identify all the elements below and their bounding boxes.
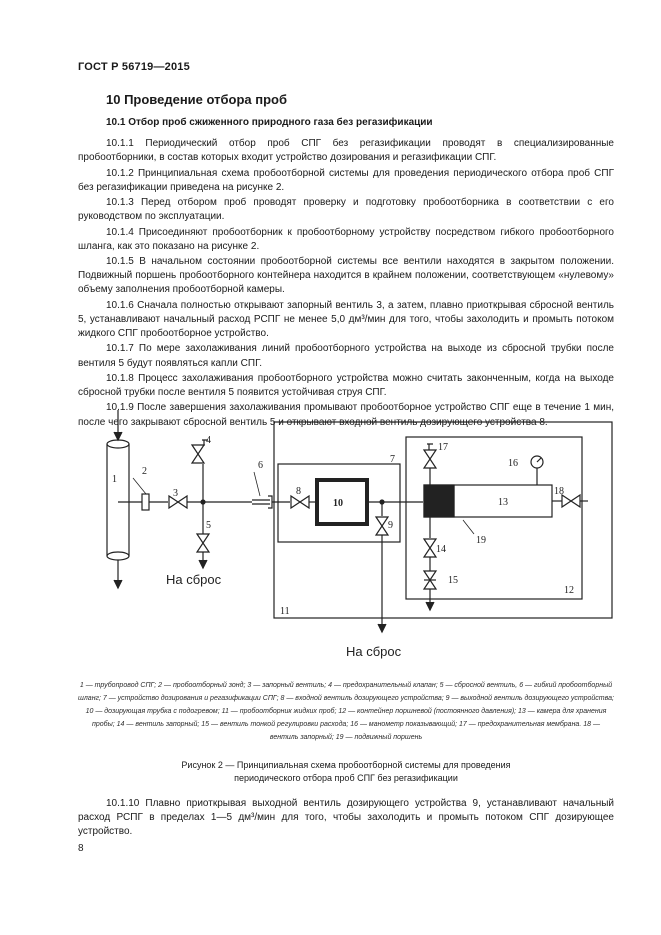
figure-caption: Рисунок 2 — Принципиальная схема пробоотборной системы для проведения периодического отбора проб СПГ без регазификации	[181, 760, 511, 783]
discharge-label-left: На сброс	[166, 572, 222, 587]
label-14: 14	[436, 544, 446, 555]
paragraph-10-1-10: 10.1.10 Плавно приоткрывая выходной вентиль дозирующего устройства 9, устанавливают начальный расход РСПГ в пределах 1—5 дм³/мин для того, чтобы захолодить и промыть потоком СПГ дозирующее устройство.	[78, 798, 614, 838]
label-15: 15	[448, 575, 458, 586]
lng-pipeline	[107, 410, 129, 588]
label-6: 6	[258, 460, 263, 471]
flexible-hose	[252, 496, 272, 508]
body-text	[78, 137, 614, 431]
figure-legend: 1 — трубопровод СПГ; 2 — пробоотборный зонд; 3 — запорный вентиль; 4 — предохранительный клапан; 5 — сбросной вентиль, 6 — гибкий пробоотборный шланг; 7 — устройство дозирования и регазификации СПГ; 8 — входной вентиль дозирующего устройства; 9 — выходной вентиль дозирующего устройства; 10 — дозирующая трубка с подогревом; 11 — пробоотборник жидких проб; 12 — контейнер поршневой (постоянного давления); 13 — камера для хранения пробы; 14 — вентиль запорный; 15 — вентиль тонкой регулировки расхода; 16 — манометр показывающий; 17 — предохранительная мембрана. 18 — вентиль запорный; 19 — подвижный поршень	[78, 682, 614, 741]
shutoff-valve-14	[424, 539, 436, 557]
outlet-valve-9	[376, 517, 388, 535]
inlet-valve-8	[291, 496, 309, 508]
paragraph-10-1-1: 10.1.1 Периодический отбор проб СПГ без регазификации проводят в специализированные пробоотборники, в состав которых входит устройство дозирования и регазификации СПГ.	[78, 138, 614, 164]
discharge-label-bottom: На сброс	[346, 644, 402, 659]
label-13: 13	[498, 497, 508, 508]
label-10: 10	[333, 498, 343, 509]
label-9: 9	[388, 520, 393, 531]
paragraph-10-1-2: 10.1.2 Принципиальная схема пробоотборной системы для проведения периодического отбора проб СПГ без регазификации приведена на рисунке 2.	[78, 167, 614, 193]
subsection-title: 10.1 Отбор проб сжиженного природного газа без регазификации	[106, 117, 433, 128]
safety-valve-4	[192, 445, 204, 463]
paragraph-10-1-3: 10.1.3 Перед отбором проб проводят проверку и подготовку пробоотборника в соответствии с его руководством по эксплуатации.	[78, 197, 614, 223]
paragraph-10-1-4: 10.1.4 Присоединяют пробоотборник к пробоотборному устройству посредством гибкого пробоотборного шланга, как это показано на рисунке 2.	[78, 226, 614, 252]
safety-membrane-17	[424, 450, 436, 468]
label-2: 2	[142, 466, 147, 477]
label-4: 4	[206, 435, 211, 446]
label-11: 11	[280, 606, 290, 617]
page-number: 8	[78, 843, 84, 854]
standard-designation: ГОСТ Р 56719—2015	[78, 61, 190, 73]
section-title: 10 Проведение отбора проб	[106, 92, 288, 107]
sampling-probe	[118, 494, 168, 510]
label-3: 3	[173, 488, 178, 499]
label-1: 1	[112, 474, 117, 485]
label-12: 12	[564, 585, 574, 596]
label-17: 17	[438, 442, 448, 453]
label-16: 16	[508, 458, 518, 469]
body-text-after	[78, 797, 614, 840]
paragraph-10-1-9: 10.1.9 После завершения захолаживания промывают пробоотборное устройство СПГ еще в течение 1 мин, после чего закрывают сбросной вентиль 5 и открывают входной вентиль дозирующего устройства 8.	[78, 402, 614, 428]
piston-19	[424, 485, 454, 517]
label-7: 7	[390, 454, 395, 465]
shutoff-valve-18	[562, 495, 580, 507]
label-18: 18	[554, 486, 564, 497]
label-19: 19	[476, 535, 486, 546]
discharge-valve-5	[197, 534, 209, 552]
label-5: 5	[206, 520, 211, 531]
paragraph-10-1-8: 10.1.8 Процесс захолаживания пробоотборного устройства можно считать законченным, когда на выходе сбросной трубки после вентиля 5 появится устойчивая струя СПГ.	[78, 372, 614, 399]
paragraph-10-1-6: 10.1.6 Сначала полностью открывают запорный вентиль 3, а затем, плавно приоткрывая сбросной вентиль 5, устанавливают начальный расход РСПГ не менее 5,0 дм³/мин для того, чтобы захолодить и промыть потоком жидкого СПГ пробоотборное устройство.	[78, 299, 614, 340]
sampling-system-diagram	[78, 410, 618, 672]
paragraph-10-1-7: 10.1.7 По мере захолаживания линий пробоотборного устройства на выходе из сбросной трубки после вентиля 5 будут появляться капли СПГ.	[78, 343, 614, 369]
shutoff-valve-3	[169, 496, 187, 508]
paragraph-10-1-5: 10.1.5 В начальном состоянии пробоотборной системы все вентили находятся в закрытом положении. Подвижный поршень пробоотборного контейнера находится в крайнем положении, соответствующем «нулевому» объему заполнения пробоотборной камеры.	[78, 256, 614, 296]
label-8: 8	[296, 486, 301, 497]
